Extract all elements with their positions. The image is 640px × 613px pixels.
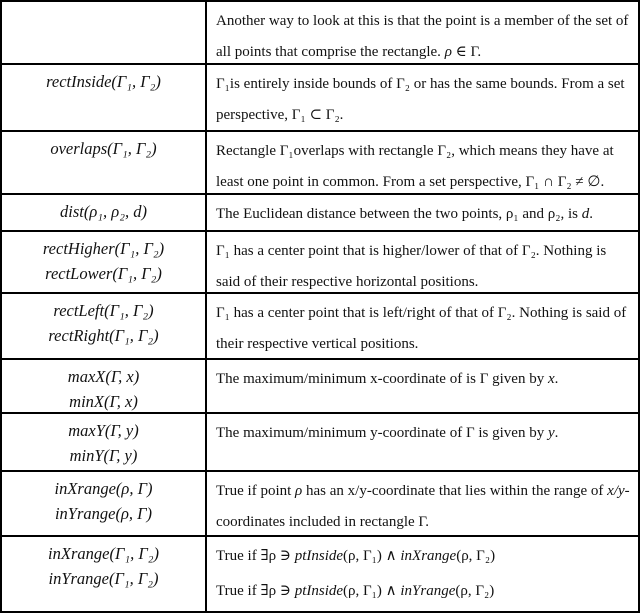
predicate-cell: [2, 65, 207, 130]
plain-text: (ρ, Γ₁) ∧: [343, 583, 401, 599]
predicate-name: dist(ρ₁, ρ₂, d): [60, 202, 147, 221]
predicate-cell: [2, 414, 207, 470]
predicate-cell: [2, 472, 207, 535]
italic-text: ptInside: [294, 583, 344, 599]
predicate-cell: [2, 195, 207, 230]
italic-text: inXrange: [400, 548, 457, 564]
italic-text: d: [581, 206, 590, 222]
italic-text: x/y: [607, 483, 625, 499]
description-paragraph: [216, 136, 630, 193]
description-paragraph: [216, 541, 630, 572]
table-row: [2, 414, 638, 472]
table-row: [2, 472, 638, 537]
predicate-cell: [2, 2, 207, 63]
predicate-name: maxY(Γ, y): [68, 421, 139, 440]
description-paragraph: [216, 69, 630, 130]
description-cell: [207, 472, 638, 535]
plain-text: Γ₁ has a center point that is higher/lower of that of Γ₂. Nothing is said of their respective horizontal positions.: [216, 243, 607, 290]
predicate-name: minX(Γ, x): [69, 392, 138, 411]
predicate-name: rectLeft(Γ₁, Γ₂): [53, 301, 154, 320]
predicate-cell: [2, 232, 207, 292]
description-paragraph: [216, 476, 630, 535]
plain-text: -coordinates included in rectangle Γ.: [216, 483, 630, 530]
predicate-cell: [2, 294, 207, 358]
description-cell: [207, 414, 638, 470]
plain-text: Another way to look at this is that the point is a member of the set of all points that comprise the rectangle.: [216, 13, 629, 60]
plain-text: .: [554, 425, 559, 441]
description-paragraph: [216, 6, 630, 63]
plain-text: (ρ, Γ₂): [455, 583, 495, 599]
plain-text: True if ∃ρ ∋: [216, 548, 295, 564]
italic-text: ptInside: [294, 548, 344, 564]
predicate-name: inXrange(ρ, Γ): [54, 479, 153, 498]
description-cell: [207, 232, 638, 292]
plain-text: The maximum/minimum x-coordinate of is Γ given by: [216, 371, 548, 387]
description-paragraph: [216, 298, 630, 358]
description-cell: [207, 2, 638, 63]
description-paragraph: [216, 236, 630, 292]
description-cell: [207, 65, 638, 130]
predicate-name: maxX(Γ, x): [67, 367, 140, 386]
plain-text: .: [589, 206, 593, 222]
predicate-name: overlaps(Γ₁, Γ₂): [50, 139, 157, 158]
predicate-name: minY(Γ, y): [69, 446, 138, 465]
predicate-name: inYrange(ρ, Γ): [54, 504, 153, 523]
plain-text: has an x/y-coordinate that lies within the range of: [302, 483, 608, 499]
italic-text: x: [547, 371, 555, 387]
description-cell: [207, 132, 638, 193]
table-row: [2, 2, 638, 65]
predicate-name: rectHigher(Γ₁, Γ₂): [42, 239, 165, 258]
italic-text: inYrange: [400, 583, 456, 599]
plain-text: Rectangle Γ₁overlaps with rectangle Γ₂, which means they have at least one point in common. From a set perspective, Γ₁ ∩ Γ₂ ≠ ∅.: [216, 143, 614, 190]
predicate-cell: [2, 537, 207, 611]
predicate-name: rectInside(Γ₁, Γ₂): [46, 72, 161, 91]
plain-text: The Euclidean distance between the two points, ρ₁ and ρ₂, is: [216, 206, 582, 222]
italic-text: ρ: [444, 44, 452, 60]
table-row: [2, 195, 638, 232]
predicate-name: rectLower(Γ₁, Γ₂): [45, 264, 162, 283]
plain-text: ∈ Γ.: [451, 44, 482, 60]
description-paragraph: [216, 576, 630, 607]
description-paragraph: [216, 364, 630, 395]
description-paragraph: [216, 199, 630, 230]
description-paragraph: [216, 418, 630, 449]
italic-text: ρ: [295, 483, 303, 499]
italic-text: y: [547, 425, 555, 441]
predicate-cell: [2, 360, 207, 412]
plain-text: (ρ, Γ₂): [456, 548, 496, 564]
table-row: [2, 132, 638, 195]
description-cell: [207, 294, 638, 358]
description-cell: [207, 360, 638, 412]
description-cell: [207, 537, 638, 611]
table-row: [2, 232, 638, 294]
plain-text: (ρ, Γ₁) ∧: [343, 548, 401, 564]
plain-text: .: [554, 371, 559, 387]
plain-text: The maximum/minimum y-coordinate of Γ is given by: [216, 425, 548, 441]
plain-text: Γ₁is entirely inside bounds of Γ₂ or has the same bounds. From a set perspective, Γ₁ ⊂ Γ₂.: [216, 76, 625, 123]
table-row: [2, 65, 638, 132]
predicate-name: rectRight(Γ₁, Γ₂): [48, 326, 159, 345]
plain-text: Γ₁ has a center point that is left/right of that of Γ₂. Nothing is said of their respective vertical positions.: [216, 305, 627, 352]
description-cell: [207, 195, 638, 230]
predicate-name: inYrange(Γ₁, Γ₂): [48, 569, 159, 588]
table-row: [2, 294, 638, 360]
table-row: [2, 537, 638, 611]
table-row: [2, 360, 638, 414]
predicate-cell: [2, 132, 207, 193]
plain-text: True if point: [216, 483, 296, 499]
plain-text: True if ∃ρ ∋: [216, 583, 295, 599]
predicate-name: inXrange(Γ₁, Γ₂): [48, 544, 159, 563]
